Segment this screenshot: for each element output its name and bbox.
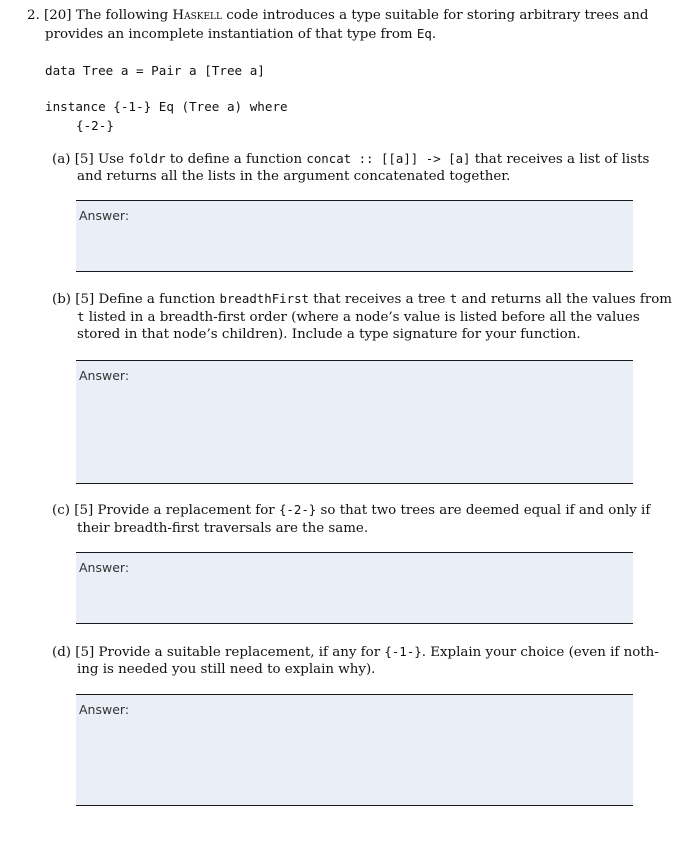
intro-line2-text: provides an incomplete instantiation of that type from bbox=[45, 27, 413, 42]
part-d-answer-box[interactable] bbox=[76, 694, 633, 806]
question-intro-text: The following bbox=[75, 8, 169, 23]
part-d-points: [5] bbox=[75, 645, 95, 660]
part-c-points: [5] bbox=[74, 503, 94, 518]
part-b-line-2 bbox=[77, 308, 640, 327]
part-c-code-placeholder: {-2-} bbox=[278, 502, 317, 517]
part-c-text-1: Provide a replacement for bbox=[97, 503, 275, 518]
part-b-label: (b) bbox=[52, 292, 72, 307]
code-line-placeholder: {-2-} bbox=[76, 118, 114, 133]
part-d-text-2: . Explain your choice (even if noth- bbox=[421, 645, 659, 660]
part-d-text-1: Provide a suitable replacement, if any for bbox=[98, 645, 381, 660]
question-intro-line-2 bbox=[45, 25, 436, 44]
part-c-line-1 bbox=[52, 501, 650, 520]
part-a-text-3: that receives a list of lists bbox=[474, 152, 650, 167]
part-b-code-t-2: t bbox=[77, 309, 85, 324]
part-a-line-1 bbox=[52, 150, 649, 169]
question-intro-text-2: code introduces a type suitable for storing arbitrary trees and bbox=[226, 8, 649, 23]
part-a-points: [5] bbox=[74, 152, 94, 167]
part-a-text-2: to define a function bbox=[169, 152, 303, 167]
part-b-text-2: that receives a tree bbox=[313, 292, 446, 307]
part-a-code-foldr: foldr bbox=[128, 151, 166, 166]
code-line-data: data Tree a = Pair a [Tree a] bbox=[45, 63, 265, 78]
part-c-text-2: so that two trees are deemed equal if and only if bbox=[320, 503, 651, 518]
part-b-text-4: listed in a breadth-first order (where a node’s value is listed before all the values bbox=[88, 310, 640, 325]
intro-line2-code: Eq bbox=[416, 26, 432, 41]
question-points: [20] bbox=[44, 8, 72, 23]
part-c-answer-label: Answer: bbox=[79, 560, 130, 575]
part-d-label: (d) bbox=[52, 645, 72, 660]
question-intro-line-1 bbox=[27, 7, 649, 25]
part-a-answer-label: Answer: bbox=[79, 208, 130, 223]
part-a-label: (a) bbox=[52, 152, 71, 167]
question-number: 2. bbox=[27, 8, 40, 23]
part-b-text-3: and returns all the values from bbox=[461, 292, 672, 307]
part-b-line-3: stored in that node’s children). Include a type signature for your function. bbox=[77, 327, 581, 342]
part-c-line-2: their breadth-first traversals are the same. bbox=[77, 521, 369, 536]
part-b-code-t: t bbox=[449, 291, 458, 306]
part-d-code-placeholder: {-1-} bbox=[384, 644, 422, 659]
language-name: Haskell bbox=[172, 8, 222, 23]
part-d-line-2: ing is needed you still need to explain why). bbox=[77, 662, 376, 677]
part-b-answer-box[interactable] bbox=[76, 360, 633, 484]
part-a-text-1: Use bbox=[97, 152, 125, 167]
part-a-answer-box[interactable] bbox=[76, 200, 633, 272]
part-b-points: [5] bbox=[75, 292, 95, 307]
part-d-line-1 bbox=[52, 643, 659, 662]
part-b-text-1: Define a function bbox=[98, 292, 216, 307]
intro-line2-period: . bbox=[431, 27, 437, 42]
part-b-line-1 bbox=[52, 290, 672, 309]
part-b-code-breadthfirst: breadthFirst bbox=[219, 291, 310, 306]
part-c-label: (c) bbox=[52, 503, 70, 518]
part-a-line-2: and returns all the lists in the argument concatenated together. bbox=[77, 169, 511, 184]
part-c-answer-box[interactable] bbox=[76, 552, 633, 624]
part-a-code-concat: concat :: [[a]] -> [a] bbox=[306, 151, 471, 166]
part-d-answer-label: Answer: bbox=[79, 702, 130, 717]
code-line-instance: instance {-1-} Eq (Tree a) where bbox=[45, 99, 288, 114]
part-b-answer-label: Answer: bbox=[79, 368, 130, 383]
